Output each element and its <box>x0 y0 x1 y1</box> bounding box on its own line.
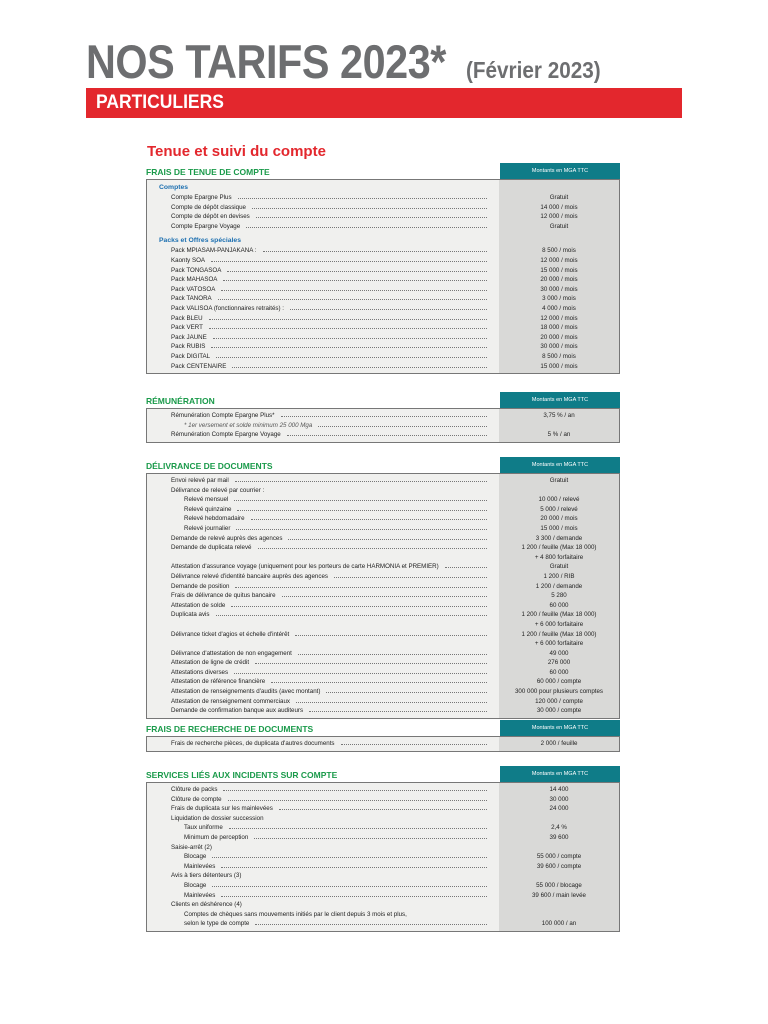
dot-leader <box>234 500 487 501</box>
tariff-amount: 30 000 <box>549 795 569 803</box>
tariff-row <box>147 212 619 222</box>
tariff-amount: 14 400 <box>549 786 569 793</box>
tariff-amount: 4 000 / mois <box>542 304 576 312</box>
tariff-row <box>147 630 619 640</box>
tariff-row <box>147 562 619 572</box>
section-table <box>146 782 620 932</box>
dot-leader <box>229 828 487 829</box>
tariff-label: Pack VALISOA (fonctionnaires retraités) : <box>171 304 285 312</box>
tariff-label: * 1er versement et solde minimum 25 000 Mga <box>184 421 313 429</box>
dot-leader <box>216 615 487 616</box>
tariff-label: Comptes de chèques sans mouvements initiés par le client depuis 3 mois et plus, <box>184 910 407 918</box>
dot-leader <box>238 198 487 199</box>
tariff-row <box>147 275 619 285</box>
tariff-row <box>147 246 619 256</box>
tariff-label: Demande de relevé auprès des agences <box>171 534 283 542</box>
tariff-label: Compte Epargne Voyage <box>171 222 241 230</box>
amount-column-header: Montants en MGA TTC <box>500 163 620 179</box>
tariff-row <box>147 421 619 431</box>
tariff-amount: 5 000 / relevé <box>540 505 578 513</box>
tariff-row <box>147 505 619 515</box>
tariff-amount: 30 000 / mois <box>540 285 578 293</box>
tariff-label: Attestation de solde <box>171 601 226 609</box>
tariff-label: Mainlevées <box>184 862 216 870</box>
dot-leader <box>227 271 487 272</box>
section-title: RÉMUNÉRATION <box>146 396 215 406</box>
title-date: (Février 2023) <box>465 57 601 83</box>
tariff-row <box>147 323 619 333</box>
tariff-label: Pack DIGITAL <box>171 352 211 360</box>
tariff-amount: 2,4 % <box>551 824 567 832</box>
tariff-row <box>147 620 619 630</box>
tariff-label: Pack MAHASOA <box>171 276 218 284</box>
dot-leader <box>309 711 487 712</box>
tariff-row <box>147 871 619 881</box>
tariff-label: Délivrance ticket d'agios et échelle d'intérêt <box>171 630 290 638</box>
dot-leader <box>209 319 487 320</box>
tariff-amount: + 6 000 forfaitaire <box>534 640 584 648</box>
dot-leader <box>295 635 487 636</box>
tariff-section <box>146 392 620 443</box>
group-heading: Packs et Offres spéciales <box>159 237 241 245</box>
tariff-row <box>147 900 619 910</box>
tariff-row <box>147 553 619 563</box>
dot-leader <box>287 435 487 436</box>
dot-leader <box>232 367 487 368</box>
tariff-row <box>147 193 619 203</box>
dot-leader <box>212 886 487 887</box>
section-title: FRAIS DE TENUE DE COMPTE <box>146 167 270 177</box>
tariff-amount: 8 500 / mois <box>542 247 576 255</box>
tariff-label: Minimum de perception <box>184 833 249 841</box>
dot-leader <box>318 426 487 427</box>
tariff-row <box>147 739 619 749</box>
tariff-label: Attestation de ligne de crédit <box>171 659 250 667</box>
tariff-row <box>147 256 619 266</box>
tariff-amount: 60 000 <box>549 668 569 676</box>
tariff-label: Mainlevées <box>184 891 216 899</box>
tariff-label: Attestation de renseignements d'audits (avec montant) <box>171 688 321 696</box>
tariff-label: Délivrance d'attestation de non engagement <box>171 649 292 657</box>
tariff-amount: 20 000 / mois <box>540 276 578 284</box>
section-table <box>146 179 620 374</box>
tariff-amount: 3 000 / mois <box>542 295 576 303</box>
tariff-label: Délivrance relevé d'identité bancaire auprès des agences <box>171 572 328 580</box>
dot-leader <box>326 692 487 693</box>
tariff-label: Clients en déshérence (4) <box>171 901 242 909</box>
tariff-label: Avis à tiers détenteurs (3) <box>171 872 242 880</box>
tariff-row <box>147 495 619 505</box>
section-header <box>146 392 620 408</box>
tariff-label: Relevé journalier <box>184 524 231 532</box>
tariff-label: Relevé hebdomadaire <box>184 515 245 523</box>
tariff-amount: 60 000 / compte <box>536 678 582 686</box>
section-table <box>146 473 620 719</box>
tariff-row <box>147 203 619 213</box>
section-table <box>146 408 620 443</box>
dot-leader <box>255 924 487 925</box>
tariff-row <box>147 862 619 872</box>
dot-leader <box>252 208 487 209</box>
tariff-label: Pack BLEU <box>171 314 203 322</box>
tariff-row <box>147 314 619 324</box>
tariff-row <box>147 833 619 843</box>
dot-leader <box>279 809 487 810</box>
tariff-amount: 55 000 / compte <box>536 853 582 861</box>
tariff-amount: 15 000 / mois <box>540 362 578 370</box>
section-header <box>146 766 620 782</box>
tariff-label: Compte de dépôt classique <box>171 203 246 211</box>
section-header <box>146 163 620 179</box>
tariff-amount: 5 % / an <box>547 431 571 439</box>
tariff-label: Clôture de compte <box>171 795 222 803</box>
tariff-row <box>147 294 619 304</box>
section-subtitle: Tenue et suivi du compte <box>147 143 326 160</box>
tariff-row <box>147 639 619 649</box>
tariff-row <box>147 524 619 534</box>
tariff-row <box>147 706 619 716</box>
tariff-row <box>147 333 619 343</box>
tariff-label: Clôture de packs <box>171 786 218 793</box>
tariff-label: Frais de délivrance de quitus bancaire <box>171 592 276 600</box>
tariff-amount: 12 000 / mois <box>540 314 578 322</box>
tariff-row <box>147 362 619 372</box>
tariff-amount: 18 000 / mois <box>540 324 578 332</box>
tariff-amount: 120 000 / compte <box>535 697 583 705</box>
tariff-row <box>147 910 619 920</box>
dot-leader <box>231 606 487 607</box>
tariff-amount: 10 000 / relevé <box>538 496 580 504</box>
dot-leader <box>221 896 487 897</box>
tariff-amount: 5 280 <box>551 592 567 600</box>
tariff-amount: 39 600 / compte <box>536 862 582 870</box>
tariff-label: Compte Epargne Plus <box>171 194 232 201</box>
tariff-section <box>146 163 620 374</box>
title-main: NOS TARIFS 2023* <box>86 35 446 88</box>
tariff-label: Frais de duplicata sur les mainlevées <box>171 805 273 813</box>
tariff-amount: 1 200 / feuille (Max 18 000) <box>521 611 597 619</box>
tariff-amount: Gratuit <box>549 563 569 571</box>
tariff-label: Attestation de référence financière <box>171 678 266 686</box>
tariff-row <box>147 304 619 314</box>
tariff-row <box>147 476 619 486</box>
tariff-row <box>147 852 619 862</box>
tariff-amount: 12 000 / mois <box>540 256 578 264</box>
tariff-amount: Gratuit <box>549 194 569 201</box>
dot-leader <box>211 261 487 262</box>
dot-leader <box>216 357 487 358</box>
tariff-amount: 1 200 / feuille (Max 18 000) <box>521 630 597 638</box>
tariff-row <box>147 668 619 678</box>
tariff-row <box>147 814 619 824</box>
dot-leader <box>290 309 487 310</box>
section-title: FRAIS DE RECHERCHE DE DOCUMENTS <box>146 724 314 734</box>
amount-column-header: Montants en MGA TTC <box>500 720 620 736</box>
tariff-label: Demande de position <box>171 582 230 590</box>
section-title: DÉLIVRANCE DE DOCUMENTS <box>146 461 273 471</box>
tariff-label: Duplicata avis <box>171 611 210 619</box>
dot-leader <box>445 567 487 568</box>
tariff-amount: 60 000 <box>549 601 569 609</box>
tariff-row <box>147 285 619 295</box>
tariff-label: Pack VATOSOA <box>171 285 216 293</box>
tariff-label: Liquidation de dossier succession <box>171 814 264 822</box>
tariff-amount: 1 200 / demande <box>535 582 583 590</box>
tariff-label: Pack VERT <box>171 324 203 332</box>
tariff-label: Pack TANORA <box>171 295 212 303</box>
tariff-label: Délivrance de relevé par courrier : <box>171 486 265 494</box>
tariff-label: Frais de recherche pièces, de duplicata d'autres documents <box>171 740 335 747</box>
tariff-label: Blocage <box>184 853 207 861</box>
tariff-amount: 55 000 / blocage <box>536 881 582 889</box>
tariff-row <box>147 697 619 707</box>
tariff-label: Attestations diverses <box>171 668 229 676</box>
tariff-row <box>147 572 619 582</box>
dot-leader <box>334 577 487 578</box>
tariff-amount: 14 000 / mois <box>540 203 578 211</box>
tariff-amount: 15 000 / mois <box>540 524 578 532</box>
dot-leader <box>281 416 487 417</box>
section-header <box>146 457 620 473</box>
tariff-row <box>147 687 619 697</box>
dot-leader <box>228 800 487 801</box>
dot-leader <box>209 328 487 329</box>
tariff-row <box>147 823 619 833</box>
dot-leader <box>282 596 487 597</box>
tariff-label: Pack JAUNE <box>171 333 207 341</box>
tariff-row <box>147 591 619 601</box>
tariff-amount: 24 000 <box>549 805 569 813</box>
tariff-amount: 100 000 / an <box>541 920 577 928</box>
tariff-amount: 49 000 <box>549 649 569 657</box>
tariff-amount: + 6 000 forfaitaire <box>534 620 584 628</box>
tariff-amount: 8 500 / mois <box>542 352 576 360</box>
amount-column-header: Montants en MGA TTC <box>500 392 620 408</box>
dot-leader <box>296 702 487 703</box>
tariff-row <box>147 582 619 592</box>
tariff-row <box>147 601 619 611</box>
tariff-label: Relevé mensuel <box>184 496 229 504</box>
tariff-row <box>147 266 619 276</box>
tariff-label: Compte de dépôt en devises <box>171 213 250 221</box>
tariff-row <box>147 411 619 421</box>
dot-leader <box>221 867 487 868</box>
tariff-amount: 20 000 / mois <box>540 333 578 341</box>
tariff-row <box>147 677 619 687</box>
tariff-amount: 30 000 / mois <box>540 343 578 351</box>
dot-leader <box>341 744 487 745</box>
dot-leader <box>236 529 487 530</box>
dot-leader <box>223 280 487 281</box>
tariff-row <box>147 881 619 891</box>
tariff-amount: Gratuit <box>549 222 569 230</box>
tariff-amount: 276 000 <box>547 659 571 667</box>
tariff-row <box>147 795 619 805</box>
dot-leader <box>246 227 487 228</box>
dot-leader <box>251 519 487 520</box>
tariff-row <box>147 222 619 232</box>
tariff-label: Pack CENTENAIRE <box>171 362 227 370</box>
tariff-row <box>147 919 619 929</box>
tariff-label: Rémunération Compte Epargne Plus* <box>171 412 275 419</box>
dot-leader <box>235 481 487 482</box>
amount-column-header: Montants en MGA TTC <box>500 457 620 473</box>
tariff-amount: 39 600 / main levée <box>531 891 586 899</box>
dot-leader <box>298 654 487 655</box>
tariff-label: selon le type de compte <box>184 920 250 928</box>
dot-leader <box>258 548 487 549</box>
tariff-row <box>147 486 619 496</box>
tariff-section <box>146 720 620 752</box>
dot-leader <box>218 299 487 300</box>
tariff-label: Rémunération Compte Epargne Voyage <box>171 431 281 439</box>
tariff-row <box>147 543 619 553</box>
tariff-row <box>147 649 619 659</box>
tariff-label: Attestation d'assurance voyage (uniquement pour les porteurs de carte HARMONIA et PREMIER) <box>171 563 439 571</box>
tariff-row <box>147 534 619 544</box>
dot-leader <box>212 857 487 858</box>
tariff-amount: 300 000 pour plusieurs comptes <box>514 688 604 696</box>
dot-leader <box>223 790 487 791</box>
tariff-amount: 39 600 <box>549 833 569 841</box>
page-title <box>86 34 616 89</box>
tariff-label: Relevé quinzaine <box>184 505 232 513</box>
dot-leader <box>211 347 487 348</box>
tariff-row <box>147 514 619 524</box>
dot-leader <box>263 251 487 252</box>
section-header <box>146 720 620 736</box>
group-heading: Comptes <box>159 184 189 191</box>
dot-leader <box>254 838 487 839</box>
dot-leader <box>234 673 487 674</box>
tariff-label: Pack RUBIS <box>171 343 206 351</box>
section-title: SERVICES LIÉS AUX INCIDENTS SUR COMPTE <box>146 770 338 780</box>
tariff-amount: 3 300 / demande <box>535 534 583 542</box>
tariff-amount: Gratuit <box>549 477 569 484</box>
tariff-section <box>146 766 620 932</box>
dot-leader <box>213 338 487 339</box>
category-band <box>86 88 682 118</box>
tariff-row <box>147 352 619 362</box>
tariff-label: Attestation de renseignement commerciaux <box>171 697 290 705</box>
dot-leader <box>235 587 487 588</box>
tariff-label: Pack TONGASOA <box>171 266 222 274</box>
tariff-label: Blocage <box>184 881 207 889</box>
tariff-amount: 20 000 / mois <box>540 515 578 523</box>
tariff-amount: 1 200 / RIB <box>543 572 575 580</box>
dot-leader <box>221 290 487 291</box>
tariff-row <box>147 785 619 795</box>
tariff-row <box>147 610 619 620</box>
tariff-row <box>147 430 619 440</box>
dot-leader <box>256 217 487 218</box>
tariff-amount: 30 000 / compte <box>536 707 582 715</box>
tariff-label: Demande de duplicata relevé <box>171 544 252 552</box>
tariff-row <box>147 804 619 814</box>
tariff-label: Demande de confirmation banque aux auditeurs <box>171 707 304 715</box>
dot-leader <box>288 539 487 540</box>
tariff-row <box>147 342 619 352</box>
section-table <box>146 736 620 752</box>
tariff-label: Saisie-arrêt (2) <box>171 843 212 851</box>
tariff-amount: 15 000 / mois <box>540 266 578 274</box>
tariff-amount: 12 000 / mois <box>540 213 578 221</box>
tariff-row <box>147 843 619 853</box>
category-label: PARTICULIERS <box>96 92 224 113</box>
tariff-amount: 1 200 / feuille (Max 18 000) <box>521 544 597 552</box>
tariff-label: Taux uniforme <box>184 824 223 832</box>
amount-column-header: Montants en MGA TTC <box>500 766 620 782</box>
tariff-amount: + 4 800 forfaitaire <box>534 553 584 561</box>
dot-leader <box>237 510 487 511</box>
tariff-label: Kaonty SOA <box>171 256 206 264</box>
dot-leader <box>271 682 487 683</box>
tariff-row <box>147 891 619 901</box>
tariff-row <box>147 658 619 668</box>
tariff-label: Envoi relevé par mail <box>171 477 229 484</box>
tariff-label: Pack MPIASAM-PANJAKANA : <box>171 247 257 255</box>
dot-leader <box>255 663 487 664</box>
tariff-section <box>146 457 620 719</box>
tariff-amount: 2 000 / feuille <box>540 740 578 747</box>
tariff-amount: 3,75 % / an <box>543 412 575 419</box>
